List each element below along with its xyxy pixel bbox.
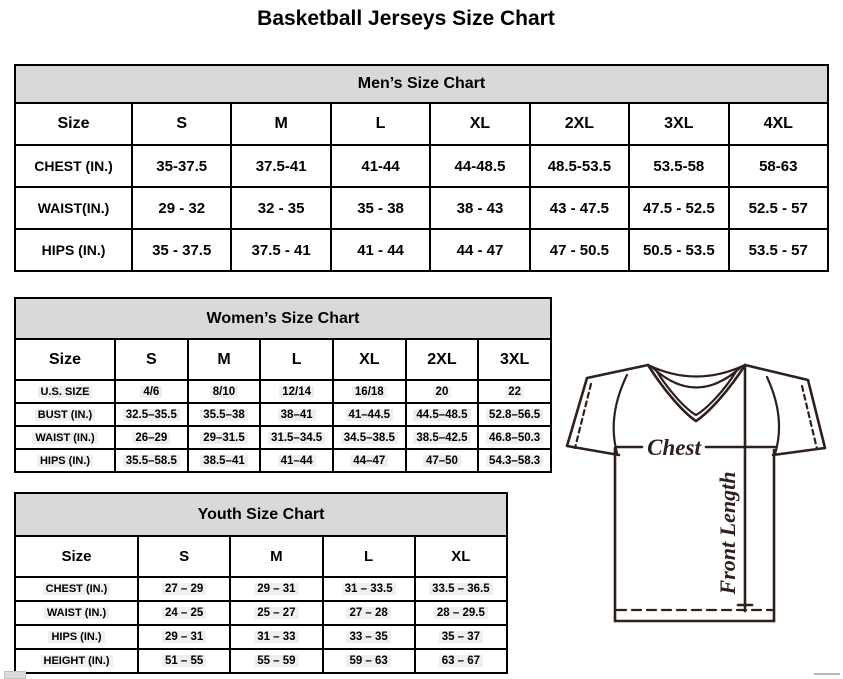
men-size-column-header: L — [331, 103, 430, 145]
cell-text: 29 – 31 — [254, 583, 298, 595]
youth-size-column-header: XL — [415, 536, 507, 577]
women-size-value-cell — [478, 449, 551, 472]
youth-row-label — [15, 577, 138, 601]
youth-size-value-cell — [415, 625, 507, 649]
youth-size-value-cell — [323, 625, 415, 649]
cell-text: CHEST (IN.) — [43, 583, 111, 595]
youth-table-row — [15, 649, 507, 673]
women-size-value-cell — [188, 426, 261, 449]
men-size-value-cell: 35 - 38 — [331, 187, 430, 229]
men-size-value-cell: 38 - 43 — [430, 187, 529, 229]
youth-size-value-cell — [230, 577, 322, 601]
cell-text: 16/18 — [352, 386, 387, 398]
men-size-column-header: 3XL — [629, 103, 728, 145]
mens-size-table — [14, 64, 829, 272]
cell-text: 31 – 33.5 — [342, 583, 396, 595]
men-row-label: CHEST (IN.) — [15, 145, 132, 187]
women-size-column-header: 2XL — [406, 339, 479, 380]
men-size-value-cell: 29 - 32 — [132, 187, 231, 229]
cell-text: 63 – 67 — [439, 655, 483, 667]
cell-text: 31 – 33 — [254, 631, 298, 643]
youth-size-value-cell — [323, 601, 415, 625]
youth-row-label — [15, 601, 138, 625]
women-size-value-cell — [115, 380, 188, 403]
cell-text: 35 – 37 — [439, 631, 483, 643]
men-size-value-cell: 47.5 - 52.5 — [629, 187, 728, 229]
cell-text: HIPS (IN.) — [48, 631, 104, 643]
cell-text: 54.3–58.3 — [486, 455, 543, 467]
men-table-row — [15, 229, 828, 271]
youth-table-row — [15, 601, 507, 625]
men-size-column-header: XL — [430, 103, 529, 145]
youth-size-column-header: S — [138, 536, 230, 577]
jersey-left-armhole-seam — [614, 375, 627, 453]
youth-size-value-cell — [415, 649, 507, 673]
cell-text: 38.5–42.5 — [413, 432, 470, 444]
women-size-column-header: 3XL — [478, 339, 551, 380]
women-table-row — [15, 426, 551, 449]
jersey-right-armhole-seam — [767, 377, 779, 454]
women-size-value-cell — [333, 426, 406, 449]
men-size-value-cell: 53.5-58 — [629, 145, 728, 187]
men-size-value-cell: 48.5-53.5 — [530, 145, 629, 187]
women-size-value-cell — [406, 426, 479, 449]
youth-size-column-header: L — [323, 536, 415, 577]
men-size-value-cell: 37.5 - 41 — [231, 229, 330, 271]
youth-chart-title: Youth Size Chart — [15, 493, 507, 536]
men-size-column-header: 2XL — [530, 103, 629, 145]
cell-text: 35.5–58.5 — [123, 455, 180, 467]
cell-text: 44–47 — [350, 455, 388, 467]
men-size-value-cell: 44-48.5 — [430, 145, 529, 187]
women-size-value-cell — [333, 403, 406, 426]
cell-text: 24 – 25 — [162, 607, 206, 619]
women-size-value-cell — [260, 426, 333, 449]
horizontal-scrollbar-fragment-left[interactable] — [4, 671, 26, 679]
men-size-value-cell: 58-63 — [729, 145, 828, 187]
youth-size-value-cell — [230, 625, 322, 649]
cell-text: 59 – 63 — [346, 655, 390, 667]
men-size-value-cell: 32 - 35 — [231, 187, 330, 229]
women-size-value-cell — [333, 380, 406, 403]
cell-text: 25 – 27 — [254, 607, 298, 619]
cell-text: 41–44 — [278, 455, 316, 467]
youth-size-value-cell — [230, 601, 322, 625]
women-chart-title: Women’s Size Chart — [15, 298, 551, 339]
men-size-corner-header: Size — [15, 103, 132, 145]
women-size-value-cell — [188, 403, 261, 426]
cell-text: 27 – 29 — [162, 583, 206, 595]
women-size-corner-header: Size — [15, 339, 115, 380]
men-size-value-cell: 37.5-41 — [231, 145, 330, 187]
jersey-measurement-diagram — [553, 358, 843, 630]
women-size-value-cell — [260, 403, 333, 426]
youth-row-label — [15, 625, 138, 649]
cell-text: 4/6 — [140, 386, 162, 398]
cell-text: 44.5–48.5 — [413, 409, 470, 421]
women-row-label — [15, 380, 115, 403]
men-size-column-header: M — [231, 103, 330, 145]
men-table-row — [15, 145, 828, 187]
men-table-row — [15, 187, 828, 229]
women-size-value-cell — [478, 426, 551, 449]
women-size-value-cell — [406, 403, 479, 426]
men-size-column-header: 4XL — [729, 103, 828, 145]
cell-text: 31.5–34.5 — [268, 432, 325, 444]
women-table-row — [15, 449, 551, 472]
women-size-value-cell — [406, 449, 479, 472]
youth-size-value-cell — [138, 625, 230, 649]
youth-size-corner-header: Size — [15, 536, 138, 577]
youth-size-table — [14, 492, 508, 674]
cell-text: 22 — [505, 386, 524, 398]
cell-text: 28 – 29.5 — [434, 607, 488, 619]
cell-text: 33.5 – 36.5 — [429, 583, 493, 595]
youth-size-value-cell — [138, 577, 230, 601]
youth-size-value-cell — [138, 601, 230, 625]
men-size-value-cell: 53.5 - 57 — [729, 229, 828, 271]
cell-text: 55 – 59 — [254, 655, 298, 667]
youth-size-value-cell — [415, 577, 507, 601]
youth-size-value-cell — [323, 649, 415, 673]
cell-text: 12/14 — [279, 386, 314, 398]
women-size-value-cell — [333, 449, 406, 472]
men-size-value-cell: 43 - 47.5 — [530, 187, 629, 229]
women-size-value-cell — [406, 380, 479, 403]
youth-size-column-header: M — [230, 536, 322, 577]
cell-text: 29–31.5 — [200, 432, 248, 444]
horizontal-scrollbar-fragment-right[interactable] — [814, 673, 840, 675]
men-size-value-cell: 35-37.5 — [132, 145, 231, 187]
women-size-value-cell — [478, 403, 551, 426]
youth-size-value-cell — [415, 601, 507, 625]
youth-table-row — [15, 625, 507, 649]
cell-text: 41–44.5 — [346, 409, 394, 421]
cell-text: 33 – 35 — [346, 631, 390, 643]
women-size-value-cell — [188, 380, 261, 403]
men-size-value-cell: 41 - 44 — [331, 229, 430, 271]
front-length-label: Front Length — [715, 471, 740, 595]
youth-size-value-cell — [230, 649, 322, 673]
cell-text: HEIGHT (IN.) — [41, 655, 113, 667]
women-row-label — [15, 426, 115, 449]
women-row-label — [15, 449, 115, 472]
cell-text: WAIST (IN.) — [44, 607, 109, 619]
chest-label: Chest — [647, 435, 701, 460]
cell-text: 38–41 — [278, 409, 316, 421]
jersey-vneck-outer — [648, 365, 745, 421]
cell-text: HIPS (IN.) — [37, 455, 93, 467]
cell-text: 26–29 — [132, 432, 170, 444]
women-size-value-cell — [188, 449, 261, 472]
cell-text: 27 – 28 — [346, 607, 390, 619]
cell-text: 51 – 55 — [162, 655, 206, 667]
men-size-value-cell: 41-44 — [331, 145, 430, 187]
cell-text: 47–50 — [423, 455, 461, 467]
youth-size-value-cell — [323, 577, 415, 601]
women-size-value-cell — [260, 380, 333, 403]
women-table-row — [15, 380, 551, 403]
men-size-column-header: S — [132, 103, 231, 145]
jersey-right-sleeve — [745, 365, 825, 455]
jersey-left-sleeve — [567, 365, 648, 455]
cell-text: 35.5–38 — [200, 409, 248, 421]
women-size-value-cell — [115, 426, 188, 449]
page-title: Basketball Jerseys Size Chart — [257, 7, 555, 30]
youth-row-label — [15, 649, 138, 673]
women-row-label — [15, 403, 115, 426]
cell-text: 29 – 31 — [162, 631, 206, 643]
cell-text: 20 — [433, 386, 452, 398]
women-size-column-header: S — [115, 339, 188, 380]
women-size-value-cell — [115, 449, 188, 472]
men-size-value-cell: 47 - 50.5 — [530, 229, 629, 271]
jersey-right-sleeve-stitch-line — [802, 386, 817, 449]
cell-text: U.S. SIZE — [38, 386, 93, 398]
men-size-value-cell: 44 - 47 — [430, 229, 529, 271]
cell-text: 34.5–38.5 — [341, 432, 398, 444]
women-size-column-header: XL — [333, 339, 406, 380]
men-row-label: WAIST(IN.) — [15, 187, 132, 229]
youth-size-value-cell — [138, 649, 230, 673]
men-size-value-cell: 50.5 - 53.5 — [629, 229, 728, 271]
womens-size-table — [14, 297, 552, 473]
women-table-row — [15, 403, 551, 426]
cell-text: 38.5–41 — [200, 455, 248, 467]
cell-text: 8/10 — [210, 386, 238, 398]
men-chart-title: Men’s Size Chart — [15, 65, 828, 103]
cell-text: 46.8–50.3 — [486, 432, 543, 444]
cell-text: BUST (IN.) — [35, 409, 95, 421]
men-size-value-cell: 35 - 37.5 — [132, 229, 231, 271]
women-size-value-cell — [478, 380, 551, 403]
men-row-label: HIPS (IN.) — [15, 229, 132, 271]
cell-text: 32.5–35.5 — [123, 409, 180, 421]
cell-text: WAIST (IN.) — [32, 432, 97, 444]
women-size-column-header: M — [188, 339, 261, 380]
youth-table-row — [15, 577, 507, 601]
men-size-value-cell: 52.5 - 57 — [729, 187, 828, 229]
women-size-column-header: L — [260, 339, 333, 380]
cell-text: 52.8–56.5 — [486, 409, 543, 421]
women-size-value-cell — [115, 403, 188, 426]
women-size-value-cell — [260, 449, 333, 472]
